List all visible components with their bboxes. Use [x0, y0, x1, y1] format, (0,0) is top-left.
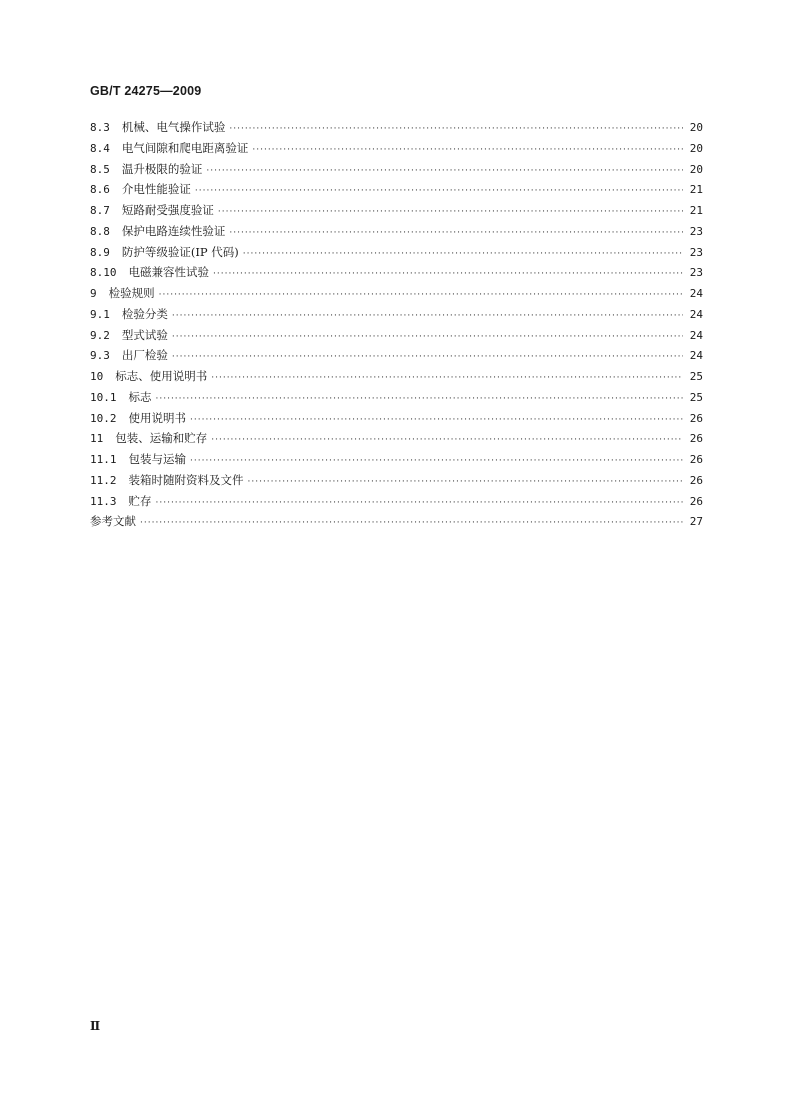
toc-dot-leader	[218, 207, 683, 217]
toc-entry-page: 24	[689, 307, 703, 321]
toc-entry-number: 9.1	[90, 307, 110, 321]
toc-entry[interactable]	[90, 223, 703, 244]
toc-entry-page: 26	[689, 473, 703, 487]
toc-dot-leader	[159, 290, 683, 300]
toc-entry[interactable]	[90, 161, 703, 182]
toc-entry[interactable]	[90, 493, 703, 514]
toc-dot-leader	[213, 269, 683, 279]
toc-entry-page: 23	[689, 266, 703, 280]
toc-entry-title: 贮存	[128, 493, 152, 508]
toc-entry-number: 9	[90, 287, 97, 300]
toc-entry[interactable]	[90, 472, 703, 493]
toc-entry-title: 短路耐受强度验证	[121, 203, 214, 217]
toc-dot-leader	[211, 435, 683, 445]
toc-entry-page: 20	[689, 141, 703, 155]
toc-entry-number: 8.3	[90, 121, 110, 134]
toc-entry-page: 24	[689, 349, 703, 363]
toc-entry-title: 机械、电气操作试验	[121, 120, 226, 134]
toc-entry-page: 25	[689, 390, 703, 404]
toc-entry[interactable]	[90, 327, 703, 348]
toc-entry-title: 型式试验	[121, 327, 168, 342]
toc-entry-number: 11.1	[90, 453, 117, 466]
toc-entry-title: 防护等级验证(IP 代码)	[121, 244, 239, 259]
toc-entry-title: 出厂检验	[121, 348, 168, 363]
document-number-header: GB/T 24275—2009	[90, 84, 202, 98]
toc-dot-leader	[156, 498, 684, 508]
toc-entry-number: 8.7	[90, 204, 110, 217]
toc-dot-leader	[211, 373, 683, 383]
toc-dot-leader	[195, 186, 683, 196]
toc-entry-number: 8.10	[90, 266, 117, 280]
toc-dot-leader	[172, 311, 683, 321]
toc-entry[interactable]	[90, 306, 703, 327]
toc-entry[interactable]	[90, 410, 703, 431]
toc-dot-leader	[229, 228, 683, 238]
toc-entry[interactable]	[90, 202, 703, 223]
toc-dot-leader	[190, 415, 683, 425]
toc-entry[interactable]	[90, 347, 703, 368]
table-of-contents	[90, 119, 703, 534]
toc-dot-leader	[156, 394, 684, 404]
toc-entry-page: 27	[689, 515, 703, 529]
toc-entry-page: 21	[689, 183, 703, 197]
toc-dot-leader	[140, 518, 683, 528]
toc-dot-leader	[252, 145, 683, 155]
toc-entry-title: 标志、使用说明书	[115, 369, 208, 383]
toc-entry[interactable]	[90, 430, 703, 451]
toc-entry-title: 参考文献	[90, 514, 136, 529]
toc-entry-title: 包装与运输	[128, 452, 186, 466]
toc-dot-leader	[172, 332, 683, 342]
toc-entry-page: 26	[689, 453, 703, 466]
toc-entry-title: 包装、运输和贮存	[115, 431, 208, 446]
toc-entry[interactable]	[90, 181, 703, 202]
toc-entry-number: 10.1	[90, 390, 117, 404]
toc-dot-leader	[229, 124, 683, 134]
toc-entry[interactable]	[90, 451, 703, 472]
toc-entry-references[interactable]	[90, 513, 703, 534]
toc-entry-page: 24	[689, 287, 703, 300]
toc-dot-leader	[190, 456, 683, 466]
toc-dot-leader	[206, 166, 683, 176]
toc-entry-number: 8.6	[90, 183, 110, 197]
toc-entry[interactable]	[90, 119, 703, 140]
toc-entry-number: 8.9	[90, 245, 110, 259]
toc-entry-title: 检验分类	[121, 306, 168, 321]
toc-entry-page: 26	[689, 494, 703, 508]
toc-entry[interactable]	[90, 285, 703, 306]
toc-entry-title: 装箱时随附资料及文件	[128, 472, 244, 487]
toc-entry[interactable]	[90, 244, 703, 265]
toc-entry-title: 保护电路连续性验证	[121, 223, 226, 238]
toc-entry-number: 10.2	[90, 411, 117, 425]
toc-entry-page: 23	[689, 245, 703, 259]
toc-dot-leader	[248, 477, 684, 487]
toc-entry-number: 9.2	[90, 328, 110, 342]
toc-entry-number: 8.8	[90, 224, 110, 238]
toc-entry-title: 检验规则	[108, 286, 155, 300]
page-number-footer: Ⅱ	[90, 1019, 101, 1033]
toc-dot-leader	[172, 352, 683, 362]
toc-entry-number: 8.4	[90, 141, 110, 155]
toc-entry[interactable]	[90, 389, 703, 410]
toc-entry-title: 标志	[128, 389, 152, 404]
toc-entry-page: 23	[689, 224, 703, 238]
toc-entry-number: 8.5	[90, 162, 110, 176]
toc-entry-page: 20	[689, 121, 703, 134]
toc-entry-title: 介电性能验证	[121, 182, 191, 197]
toc-entry[interactable]	[90, 140, 703, 161]
toc-entry-page: 26	[689, 411, 703, 425]
toc-entry-page: 25	[689, 370, 703, 383]
toc-entry-title: 温升极限的验证	[121, 161, 203, 176]
toc-entry-page: 20	[689, 162, 703, 176]
toc-entry-title: 使用说明书	[128, 410, 186, 425]
toc-entry-title: 电磁兼容性试验	[128, 265, 209, 280]
toc-entry-title: 电气间隙和爬电距离验证	[121, 140, 249, 155]
toc-entry-page: 26	[689, 432, 703, 446]
toc-dot-leader	[243, 249, 683, 259]
toc-entry-number: 9.3	[90, 349, 110, 363]
toc-entry-number: 11.2	[90, 473, 117, 487]
toc-entry-page: 24	[689, 328, 703, 342]
toc-entry-number: 11	[90, 432, 104, 446]
toc-entry-number: 11.3	[90, 494, 117, 508]
toc-entry-page: 21	[689, 204, 703, 217]
toc-entry[interactable]	[90, 264, 703, 285]
toc-entry[interactable]	[90, 368, 703, 389]
toc-entry-number: 10	[90, 370, 104, 383]
